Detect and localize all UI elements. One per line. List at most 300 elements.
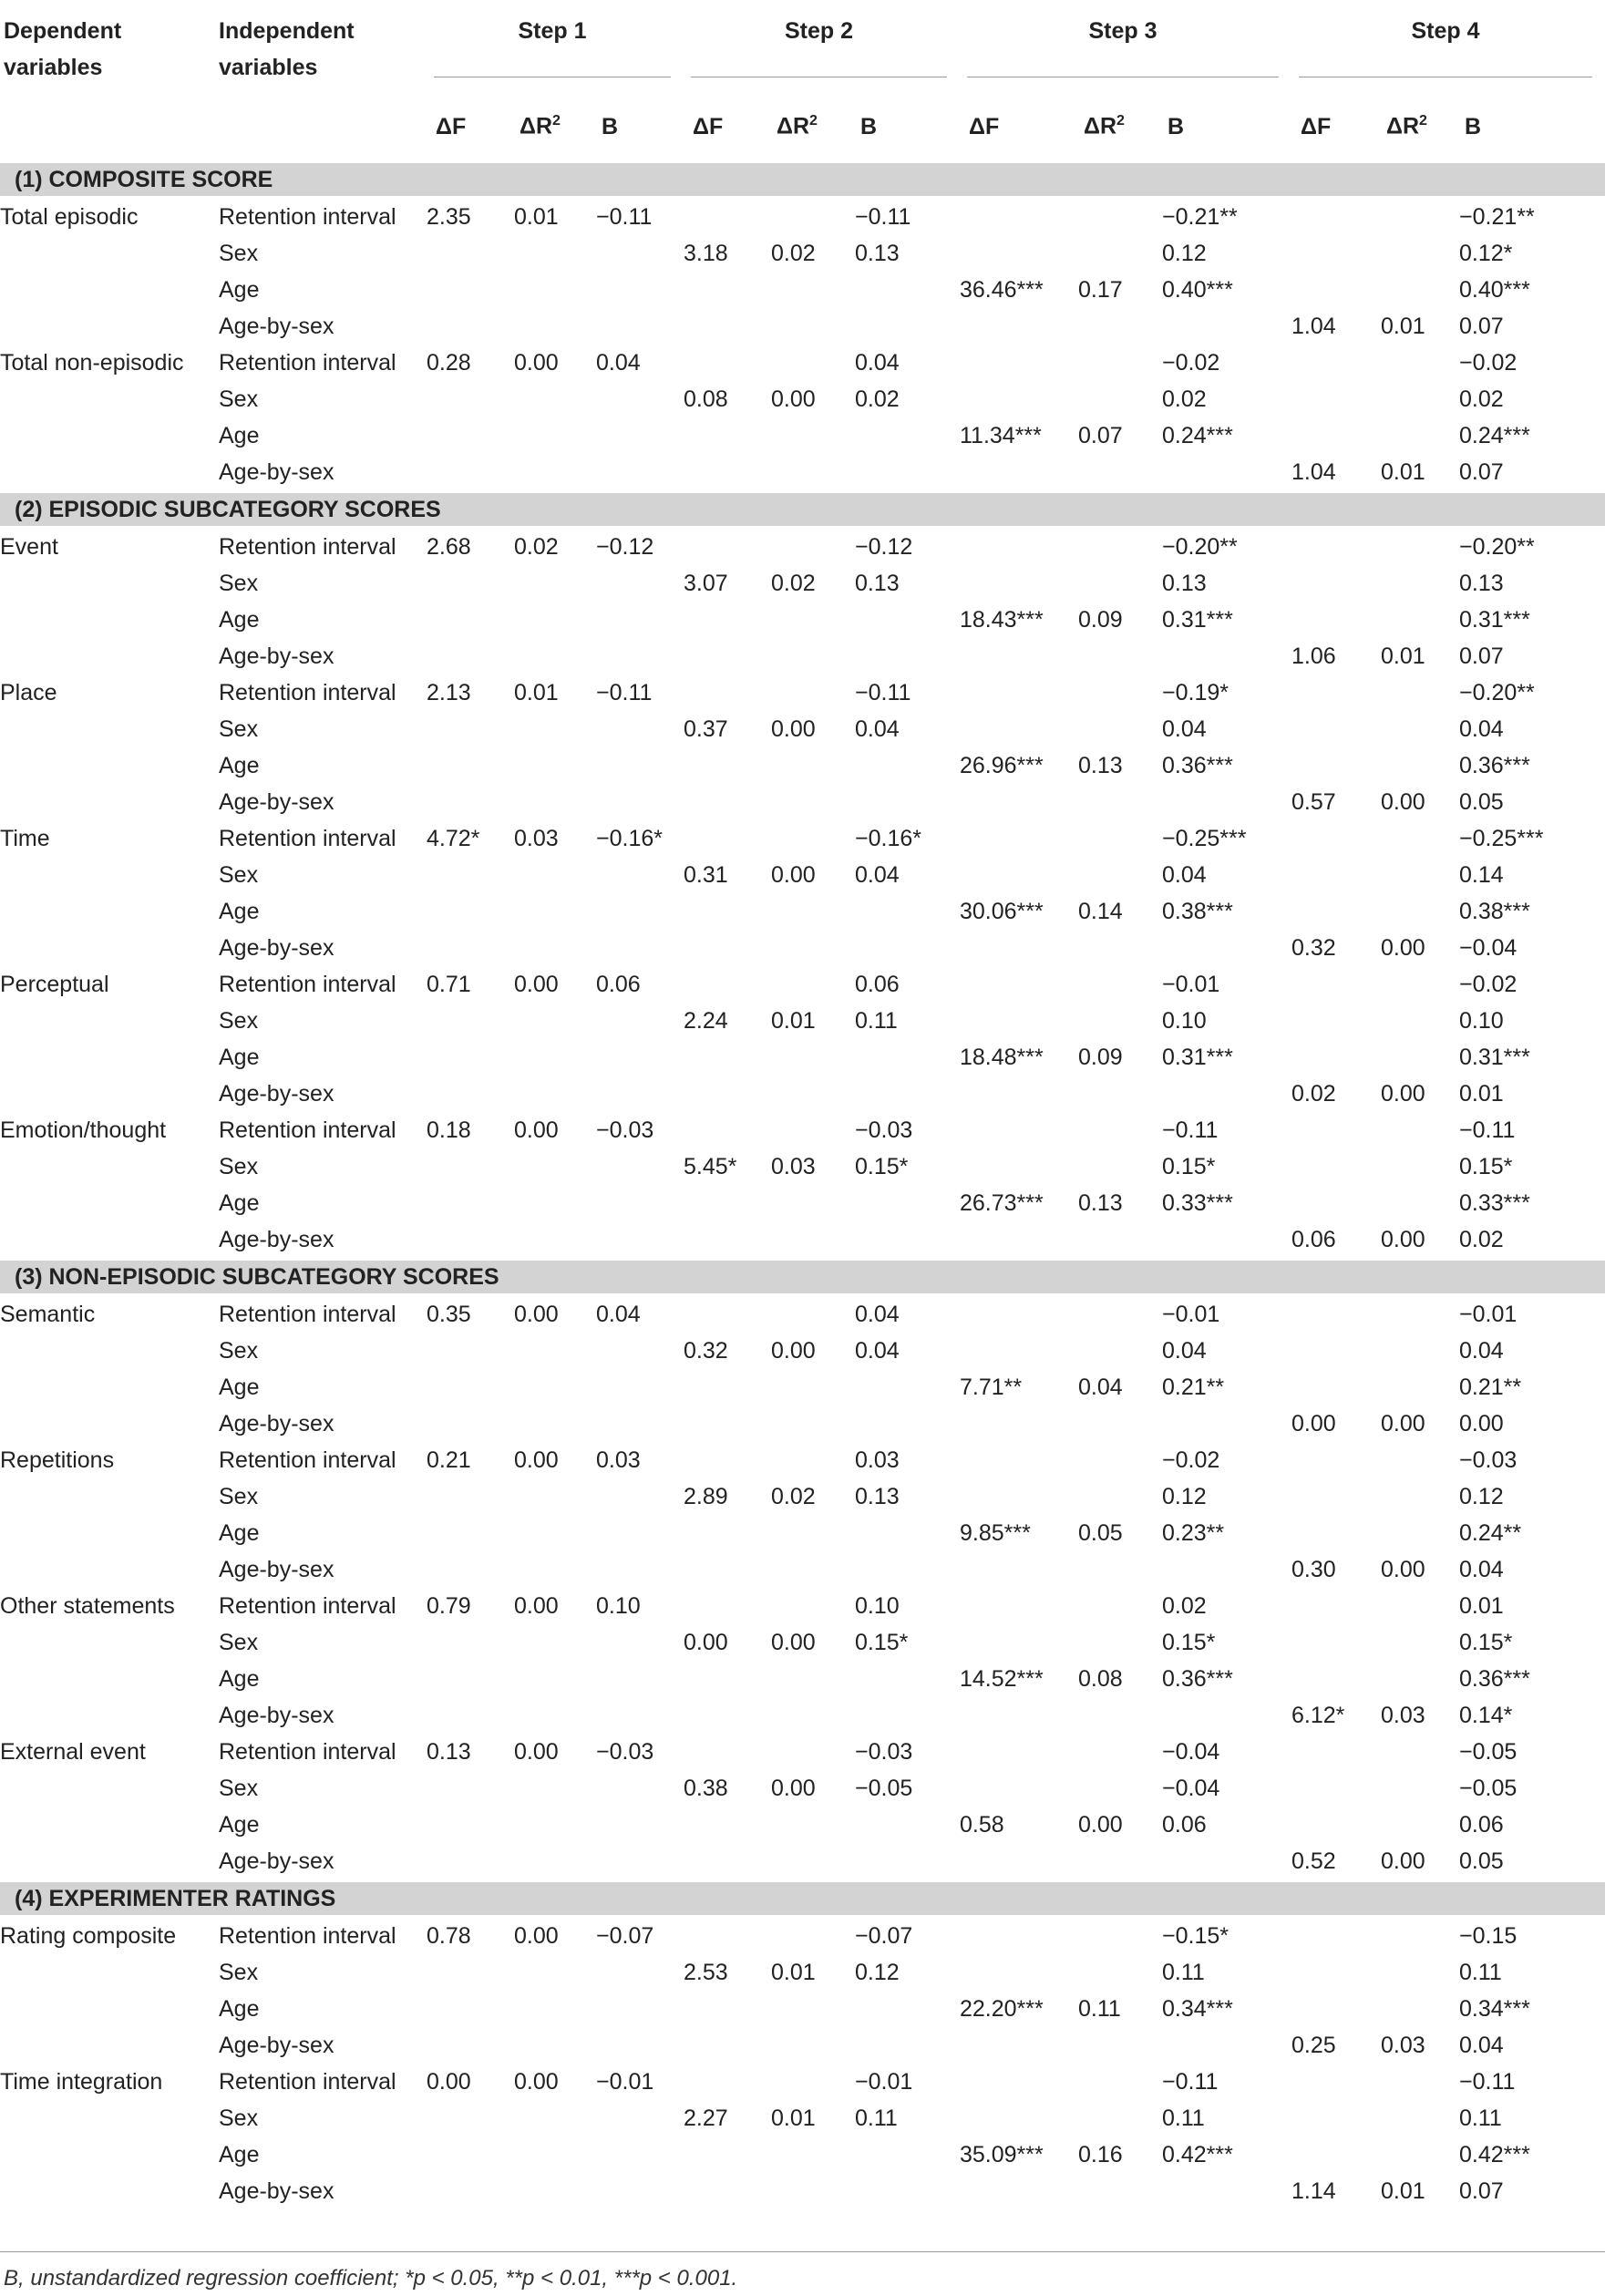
table-row <box>0 1551 1605 1588</box>
dependent-variable-cell <box>0 235 219 272</box>
value-cell <box>855 1515 960 1551</box>
section-header-row <box>0 1260 1605 1295</box>
value-cell <box>427 1003 514 1039</box>
table-row <box>0 1333 1605 1369</box>
value-cell <box>960 2064 1078 2100</box>
value-cell <box>427 235 514 272</box>
value-cell <box>1078 1003 1162 1039</box>
value-cell <box>1078 1478 1162 1515</box>
value-cell: −0.01 <box>1459 1301 1518 1327</box>
independent-variable-cell: Sex <box>219 1483 259 1509</box>
value-cell: −0.05 <box>855 1775 913 1801</box>
independent-variable-cell: Retention interval <box>219 1117 396 1143</box>
value-cell <box>514 638 596 674</box>
value-cell <box>1381 417 1459 454</box>
value-cell: 0.12 <box>1459 1483 1504 1509</box>
value-cell: 0.00 <box>1291 1410 1336 1436</box>
dependent-variable-cell: Perceptual <box>0 971 109 997</box>
value-cell: 0.15* <box>1459 1153 1513 1179</box>
value-cell <box>1381 602 1459 638</box>
value-cell: −0.16* <box>596 825 663 851</box>
value-cell <box>514 857 596 893</box>
value-cell <box>771 2173 855 2209</box>
dependent-variable-cell <box>0 1333 219 1369</box>
value-cell <box>771 2027 855 2064</box>
value-cell <box>684 1405 771 1442</box>
value-cell <box>1162 1843 1291 1881</box>
value-cell <box>1381 1624 1459 1661</box>
dependent-variable-cell <box>0 272 219 308</box>
value-cell <box>514 2173 596 2209</box>
value-cell <box>771 1991 855 2027</box>
value-cell <box>514 1369 596 1405</box>
value-cell <box>771 308 855 345</box>
table-row <box>0 454 1605 492</box>
value-cell: 0.21 <box>427 1447 471 1473</box>
value-cell <box>684 2064 771 2100</box>
value-cell: 0.00 <box>514 971 559 997</box>
value-cell <box>514 1991 596 2027</box>
value-cell: 0.00 <box>1381 1556 1425 1582</box>
value-cell <box>960 1112 1078 1148</box>
value-cell <box>1162 930 1291 966</box>
value-cell <box>596 602 684 638</box>
section-title: (2) EPISODIC SUBCATEGORY SCORES <box>0 492 1605 528</box>
value-cell <box>771 454 855 492</box>
value-cell: 0.31*** <box>1459 1044 1530 1070</box>
step-3-delta-r2-header: $\Delta R^2$ <box>1084 113 1125 139</box>
value-cell <box>855 893 960 930</box>
value-cell <box>960 308 1078 345</box>
value-cell <box>1291 345 1381 381</box>
dependent-variable-cell <box>0 1076 219 1112</box>
table-row <box>0 1148 1605 1185</box>
table-row <box>0 345 1605 381</box>
value-cell <box>1078 308 1162 345</box>
value-cell <box>1162 454 1291 492</box>
value-cell: 0.06 <box>1459 1811 1504 1838</box>
dependent-variable-cell <box>0 638 219 674</box>
value-cell: 0.33*** <box>1162 1189 1233 1216</box>
table-body <box>0 162 1605 2210</box>
table-row <box>0 1478 1605 1515</box>
value-cell <box>684 272 771 308</box>
dependent-variable-cell <box>0 1148 219 1185</box>
value-cell: 0.03 <box>1381 1702 1425 1728</box>
value-cell <box>1078 565 1162 602</box>
value-cell <box>1381 820 1459 857</box>
value-cell: 0.02 <box>1459 1226 1504 1252</box>
value-cell: 0.01 <box>514 203 559 230</box>
value-cell <box>771 674 855 711</box>
table-row <box>0 417 1605 454</box>
value-cell: 0.11 <box>1459 1959 1502 1985</box>
table-row <box>0 1917 1605 1955</box>
value-cell <box>596 857 684 893</box>
table-row <box>0 1807 1605 1843</box>
value-cell <box>1381 674 1459 711</box>
value-cell: −0.11 <box>1162 1117 1219 1143</box>
value-cell <box>596 1405 684 1442</box>
dependent-variable-cell: Repetitions <box>0 1447 115 1473</box>
value-cell: 0.00 <box>684 1629 728 1655</box>
value-cell: 0.31*** <box>1459 606 1530 633</box>
value-cell <box>960 1624 1078 1661</box>
dependent-variable-cell <box>0 2173 219 2209</box>
value-cell: −0.11 <box>1162 2068 1219 2095</box>
value-cell <box>1291 528 1381 566</box>
value-cell <box>771 638 855 674</box>
value-cell <box>514 1076 596 1112</box>
value-cell: 0.15* <box>855 1629 909 1655</box>
value-cell: 0.18 <box>427 1117 471 1143</box>
value-cell <box>684 2136 771 2173</box>
value-cell <box>960 1770 1078 1807</box>
value-cell <box>960 1843 1078 1881</box>
value-cell <box>1078 711 1162 747</box>
section-header-row <box>0 162 1605 198</box>
value-cell <box>771 1039 855 1076</box>
value-cell <box>1381 2136 1459 2173</box>
value-cell <box>514 1221 596 1260</box>
dependent-variable-cell <box>0 1515 219 1551</box>
value-cell <box>1381 1003 1459 1039</box>
value-cell: −0.21** <box>1459 203 1535 230</box>
dependent-variable-cell: Event <box>0 533 58 560</box>
value-cell <box>596 565 684 602</box>
value-cell: 0.71 <box>427 971 471 997</box>
value-cell <box>596 784 684 820</box>
value-cell: 9.85*** <box>960 1519 1031 1546</box>
value-cell <box>596 1221 684 1260</box>
dependent-variable-cell: Other statements <box>0 1592 175 1619</box>
value-cell <box>427 1624 514 1661</box>
value-cell: −0.11 <box>855 679 911 705</box>
value-cell <box>1291 565 1381 602</box>
value-cell: 0.00 <box>1381 1410 1425 1436</box>
value-cell <box>1078 1405 1162 1442</box>
value-cell <box>596 1333 684 1369</box>
value-cell <box>684 820 771 857</box>
dependent-variable-cell <box>0 2100 219 2136</box>
dependent-variable-cell <box>0 747 219 784</box>
value-cell <box>960 966 1078 1003</box>
value-cell <box>514 2100 596 2136</box>
independent-variable-cell: Sex <box>219 1337 259 1364</box>
value-cell <box>1381 1295 1459 1333</box>
value-cell <box>514 1770 596 1807</box>
value-cell: 0.10 <box>1459 1007 1504 1034</box>
value-cell <box>684 966 771 1003</box>
value-cell <box>427 1185 514 1221</box>
value-cell <box>427 1807 514 1843</box>
dependent-variable-cell <box>0 565 219 602</box>
dependent-variable-cell <box>0 1478 219 1515</box>
value-cell: −0.01 <box>855 2068 913 2095</box>
value-cell: 2.13 <box>427 679 471 705</box>
regression-table <box>0 2 1605 2209</box>
value-cell: 0.24*** <box>1162 422 1233 448</box>
value-cell <box>596 2136 684 2173</box>
value-cell: 18.43*** <box>960 606 1044 633</box>
value-cell: 0.01 <box>1381 458 1425 485</box>
value-cell: 0.58 <box>960 1811 1004 1838</box>
value-cell <box>1381 1369 1459 1405</box>
value-cell <box>855 1661 960 1697</box>
value-cell <box>771 1661 855 1697</box>
independent-variable-cell: Retention interval <box>219 1738 396 1765</box>
value-cell: −0.02 <box>1459 971 1518 997</box>
value-cell <box>684 2027 771 2064</box>
value-cell: 0.40*** <box>1162 276 1233 303</box>
value-cell: 0.15* <box>855 1153 909 1179</box>
value-cell: 0.34*** <box>1459 1995 1530 2022</box>
value-cell <box>1291 1148 1381 1185</box>
value-cell <box>1078 1734 1162 1770</box>
value-cell <box>684 417 771 454</box>
value-cell <box>771 1221 855 1260</box>
value-cell <box>1078 1843 1162 1881</box>
independent-variable-cell: Sex <box>219 716 259 742</box>
value-cell: 0.01 <box>1459 1592 1504 1619</box>
independent-variable-cell: Age-by-sex <box>219 2178 334 2204</box>
value-cell <box>427 381 514 417</box>
section-title: (4) EXPERIMENTER RATINGS <box>0 1881 1605 1917</box>
value-cell: 0.31*** <box>1162 1044 1233 1070</box>
value-cell <box>1381 528 1459 566</box>
value-cell <box>1291 1369 1381 1405</box>
value-cell <box>1162 784 1291 820</box>
value-cell <box>684 1588 771 1624</box>
value-cell: 0.00 <box>514 1301 559 1327</box>
value-cell: 0.24*** <box>1459 422 1530 448</box>
table-row <box>0 1442 1605 1478</box>
value-cell <box>684 784 771 820</box>
value-cell <box>1381 1185 1459 1221</box>
value-cell <box>684 1515 771 1551</box>
value-cell: 11.34*** <box>960 422 1042 448</box>
value-cell <box>1381 1442 1459 1478</box>
value-cell: 0.11 <box>1162 2105 1205 2131</box>
value-cell <box>596 1185 684 1221</box>
value-cell <box>1078 454 1162 492</box>
value-cell <box>1078 1221 1162 1260</box>
value-cell <box>771 966 855 1003</box>
independent-variable-cell: Age-by-sex <box>219 788 334 815</box>
value-cell: 0.02 <box>1291 1080 1336 1107</box>
independent-variable-cell: Retention interval <box>219 1301 396 1327</box>
value-cell <box>1381 1734 1459 1770</box>
value-cell: 0.04 <box>1162 861 1207 888</box>
dependent-variable-cell <box>0 2027 219 2064</box>
value-cell <box>684 1369 771 1405</box>
value-cell: 0.04 <box>1162 716 1207 742</box>
value-cell: 2.27 <box>684 2105 728 2131</box>
value-cell <box>1291 1588 1381 1624</box>
table-row <box>0 1843 1605 1881</box>
table-row <box>0 1588 1605 1624</box>
value-cell <box>1291 2100 1381 2136</box>
value-cell: 0.23** <box>1162 1519 1225 1546</box>
value-cell <box>1381 857 1459 893</box>
value-cell <box>514 1515 596 1551</box>
table-row <box>0 1076 1605 1112</box>
value-cell <box>427 784 514 820</box>
value-cell: 1.06 <box>1291 643 1336 669</box>
value-cell: 0.14 <box>1078 898 1123 924</box>
value-cell <box>960 1295 1078 1333</box>
value-cell: 0.06 <box>596 971 641 997</box>
step-1-header: Step 1 <box>427 2 684 93</box>
independent-variable-cell: Age-by-sex <box>219 1226 334 1252</box>
value-cell: 0.04 <box>855 861 900 888</box>
value-cell <box>427 1661 514 1697</box>
value-cell: 0.05 <box>1459 788 1504 815</box>
value-cell: 2.68 <box>427 533 471 560</box>
value-cell <box>1381 966 1459 1003</box>
value-cell <box>1291 1770 1381 1807</box>
independent-variable-cell: Age <box>219 1811 260 1838</box>
value-cell: 35.09*** <box>960 2141 1044 2167</box>
independent-variable-cell: Age-by-sex <box>219 313 334 339</box>
value-cell: −0.03 <box>1459 1447 1518 1473</box>
value-cell <box>596 1991 684 2027</box>
value-cell: 0.04 <box>855 1301 900 1327</box>
table-row <box>0 1770 1605 1807</box>
value-cell: 0.00 <box>514 1922 559 1949</box>
value-cell <box>1078 345 1162 381</box>
value-cell: 2.35 <box>427 203 471 230</box>
independent-variable-cell: Age-by-sex <box>219 458 334 485</box>
value-cell <box>960 198 1078 236</box>
value-cell <box>1381 711 1459 747</box>
value-cell: 0.30 <box>1291 1556 1336 1582</box>
value-cell <box>1162 1076 1291 1112</box>
value-cell: 0.04 <box>1459 1337 1504 1364</box>
dependent-variable-cell <box>0 1369 219 1405</box>
value-cell: 0.07 <box>1459 2178 1504 2204</box>
table-row <box>0 2136 1605 2173</box>
value-cell <box>960 381 1078 417</box>
dependent-variable-cell: Semantic <box>0 1301 96 1327</box>
value-cell <box>1078 1770 1162 1807</box>
value-cell: 0.12 <box>1162 1483 1207 1509</box>
value-cell <box>855 1369 960 1405</box>
value-cell <box>427 1551 514 1588</box>
value-cell: 0.36*** <box>1459 1665 1530 1692</box>
value-cell <box>427 2027 514 2064</box>
value-cell <box>771 820 855 857</box>
value-cell <box>684 893 771 930</box>
dependent-variable-cell <box>0 930 219 966</box>
step-4-delta-r2-header: $\Delta R^2$ <box>1386 113 1427 139</box>
value-cell <box>855 417 960 454</box>
dependent-variable-cell <box>0 454 219 492</box>
value-cell: 0.04 <box>855 349 900 376</box>
value-cell <box>684 1442 771 1478</box>
value-cell <box>514 1405 596 1442</box>
value-cell <box>855 272 960 308</box>
value-cell <box>855 1697 960 1734</box>
value-cell <box>514 272 596 308</box>
value-cell <box>960 2100 1078 2136</box>
value-cell <box>771 1295 855 1333</box>
value-cell <box>596 1148 684 1185</box>
value-cell <box>684 1295 771 1333</box>
value-cell <box>771 747 855 784</box>
value-cell: 0.05 <box>1078 1519 1123 1546</box>
independent-variable-cell: Retention interval <box>219 349 396 376</box>
table-row <box>0 966 1605 1003</box>
value-cell: 26.73*** <box>960 1189 1044 1216</box>
value-cell <box>771 1442 855 1478</box>
value-cell <box>427 1954 514 1991</box>
value-cell <box>684 1843 771 1881</box>
table-row <box>0 1295 1605 1333</box>
table-row <box>0 1661 1605 1697</box>
value-cell: 0.03 <box>771 1153 816 1179</box>
step-3-header: Step 3 <box>960 2 1291 93</box>
dependent-variable-cell <box>0 1661 219 1697</box>
section-header-row <box>0 492 1605 528</box>
value-cell: −0.07 <box>855 1922 913 1949</box>
value-cell <box>771 1369 855 1405</box>
independent-variable-cell: Age <box>219 898 260 924</box>
value-cell: 0.04 <box>1459 1556 1504 1582</box>
value-cell: −0.03 <box>855 1738 913 1765</box>
value-cell <box>855 2136 960 2173</box>
value-cell <box>1381 1661 1459 1697</box>
step-2-header: Step 2 <box>684 2 960 93</box>
value-cell <box>596 1624 684 1661</box>
value-cell <box>1381 1954 1459 1991</box>
value-cell: −0.20** <box>1162 533 1238 560</box>
value-cell <box>1381 1588 1459 1624</box>
value-cell <box>1078 674 1162 711</box>
value-cell <box>1291 1442 1381 1478</box>
independent-variable-cell: Age <box>219 2141 260 2167</box>
value-cell <box>771 417 855 454</box>
value-cell: 0.03 <box>855 1447 900 1473</box>
value-cell <box>960 1588 1078 1624</box>
dependent-variable-cell <box>0 1624 219 1661</box>
value-cell: 0.13 <box>1162 570 1207 596</box>
value-cell: 0.11 <box>1459 2105 1502 2131</box>
value-cell: −0.04 <box>1162 1738 1220 1765</box>
value-cell: 0.11 <box>855 2105 898 2131</box>
value-cell <box>1381 1807 1459 1843</box>
value-cell <box>1291 272 1381 308</box>
value-cell: 0.15* <box>1162 1629 1216 1655</box>
value-cell <box>1291 1661 1381 1697</box>
table-row <box>0 674 1605 711</box>
value-cell: 0.06 <box>855 971 900 997</box>
value-cell: 22.20*** <box>960 1995 1044 2022</box>
table-footnote: B, unstandardized regression coefficient; *p < 0.05, **p < 0.01, ***p < 0.001. <box>4 2266 738 2291</box>
value-cell <box>1291 1734 1381 1770</box>
value-cell <box>1291 1515 1381 1551</box>
value-cell <box>514 308 596 345</box>
value-cell: 0.09 <box>1078 1044 1123 1070</box>
value-cell <box>1291 1185 1381 1221</box>
table-row <box>0 308 1605 345</box>
value-cell: 36.46*** <box>960 276 1044 303</box>
value-cell <box>596 454 684 492</box>
value-cell: 0.00 <box>771 861 816 888</box>
independent-variable-cell: Retention interval <box>219 1447 396 1473</box>
table-row <box>0 602 1605 638</box>
value-cell: 0.00 <box>1381 788 1425 815</box>
